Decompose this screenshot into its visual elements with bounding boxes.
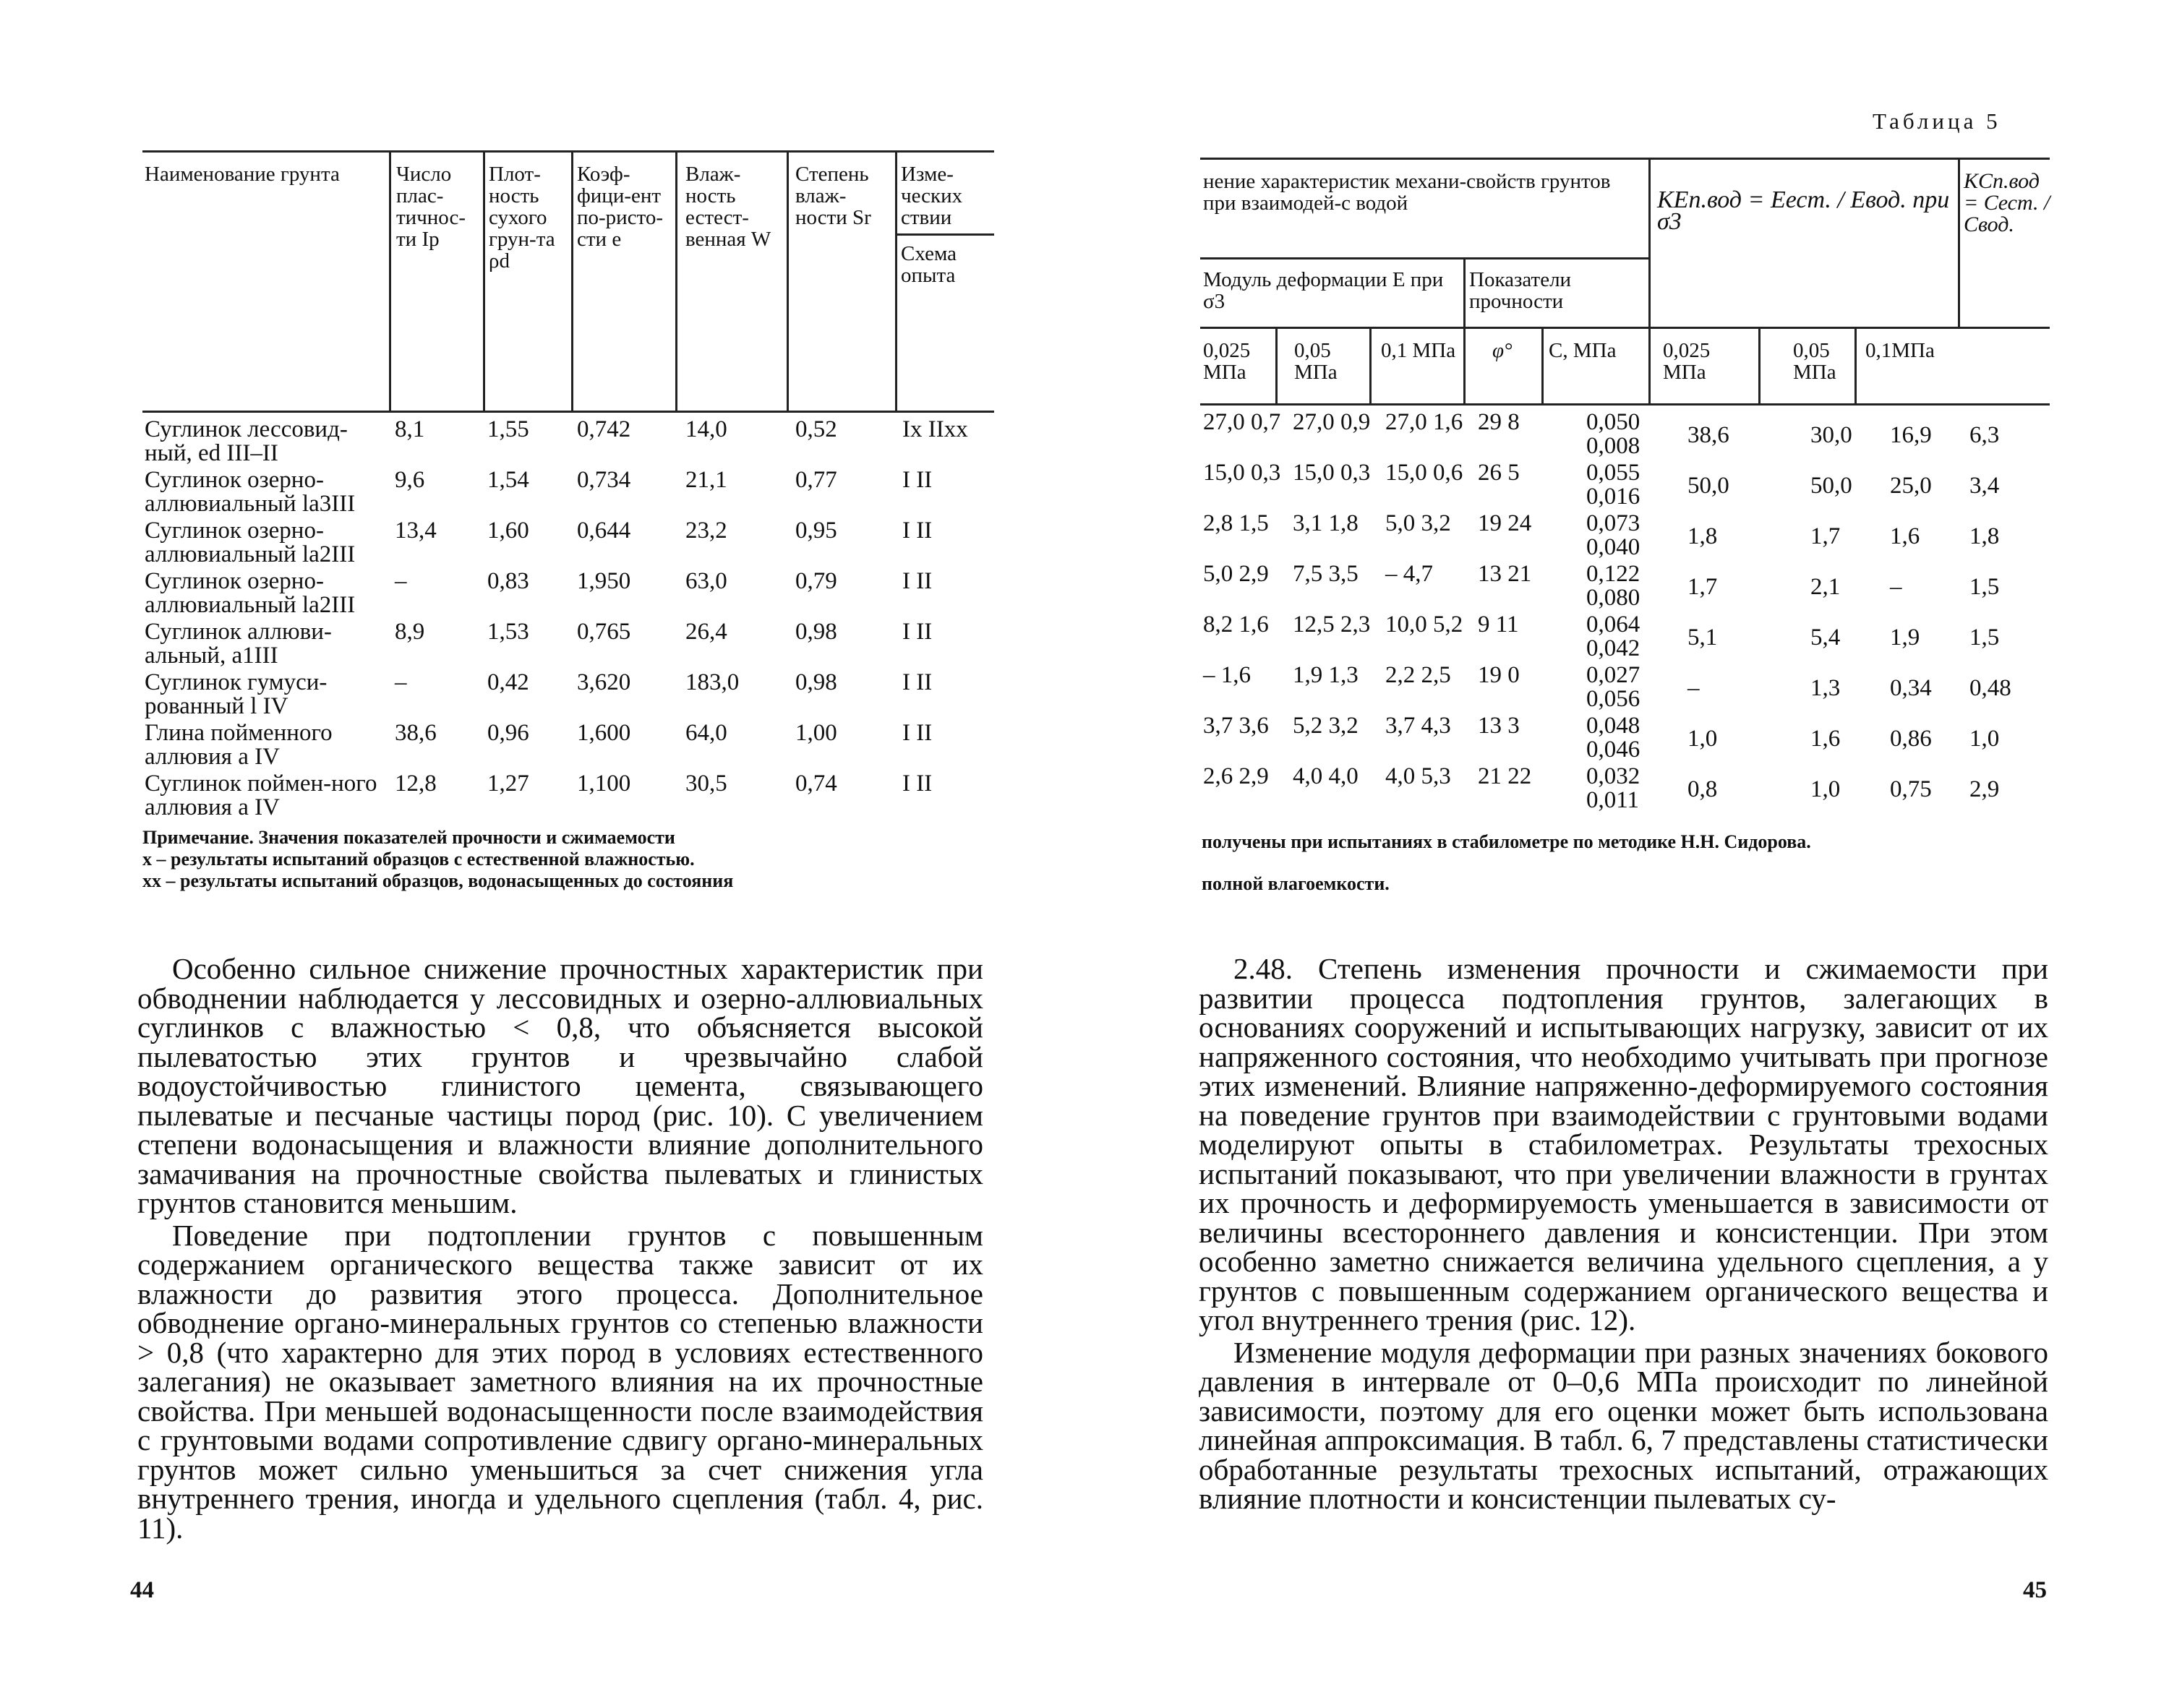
column-header-saturation: Степень влаж-ности Sr (795, 163, 871, 229)
header-modulus: Модуль деформации E при σ3 (1203, 268, 1444, 313)
table-row (1199, 460, 2052, 510)
k-05: 1,7 (1810, 523, 1841, 549)
header-k-modulus: KEп.вод = Eест. / Eвод. при σ3 (1657, 186, 1950, 235)
scheme-value: I II (902, 568, 933, 594)
table-vrule (1648, 158, 1651, 403)
table-vrule (1541, 327, 1544, 403)
k-05: 1,6 (1810, 726, 1841, 752)
page-number: 44 (130, 1577, 154, 1603)
table-row (1199, 713, 2052, 763)
modulus-025: 3,7 3,6 (1203, 713, 1269, 739)
cohesion: 0,027 0,056 (1586, 662, 1640, 712)
soil-name: Суглинок поймен-ного аллювия a IV (145, 771, 377, 820)
saturation-value: 0,98 (795, 669, 837, 695)
porosity-value: 0,644 (577, 518, 631, 544)
modulus-025: 27,0 0,7 (1203, 409, 1281, 435)
k-025: 50,0 (1687, 473, 1729, 499)
modulus-025: – 1,6 (1203, 662, 1251, 688)
table-vrule (1854, 327, 1857, 403)
paragraph: Поведение при подтоплении грунтов с повышенным содержанием органического вещества также зависит от их влажности до развития этого процесса. Дополнительное обводнение органо-минеральных грунтов со степенью влажности > 0,8 (что характерно для этих пород в условиях естественного залегания) не оказывает заметного влияния на их прочностные свойства. При меньшей водонасыщенности после взаимодействия с грунтовыми водами сопротивление сдвигу органо-минеральных грунтов может сильно уменьшиться за счет снижения угла внутреннего трения, иногда и удельного сцепления (табл. 4, рис. 11). (137, 1218, 983, 1545)
note-line: Примечание. Значения показателей прочности и сжимаемости (142, 827, 675, 848)
table-row (1199, 763, 2052, 814)
k-cohesion: 1,5 (1969, 574, 2000, 600)
column-header-porosity: Коэф-фици-ент по-ристо-сти e (577, 163, 664, 251)
k-cohesion: 0,48 (1969, 675, 2011, 701)
subheader: 0,1МПа (1865, 339, 1935, 362)
table-vrule (1275, 327, 1278, 403)
column-header-density: Плот-ность сухого грун-та ρd (489, 163, 555, 272)
modulus-1: 3,7 4,3 (1385, 713, 1451, 739)
moisture-value: 30,5 (685, 771, 727, 797)
modulus-1: 4,0 5,3 (1385, 763, 1451, 789)
modulus-05: 7,5 3,5 (1293, 561, 1359, 587)
table-subheader-rule (895, 233, 994, 236)
k-025: 5,1 (1687, 625, 1718, 651)
modulus-025: 15,0 0,3 (1203, 460, 1281, 486)
porosity-value: 0,765 (577, 619, 631, 645)
modulus-05: 15,0 0,3 (1293, 460, 1371, 486)
cohesion: 0,064 0,042 (1586, 611, 1640, 661)
column-header-change: Изме-ческих ствии (901, 163, 963, 229)
table-row (1199, 510, 2052, 561)
table-vrule (1369, 327, 1372, 403)
k-cohesion: 3,4 (1969, 473, 2000, 499)
modulus-025: 2,8 1,5 (1203, 510, 1269, 536)
saturation-value: 0,77 (795, 467, 837, 493)
table-vrule (895, 150, 897, 412)
density-value: 1,60 (487, 518, 529, 544)
modulus-05: 27,0 0,9 (1293, 409, 1371, 435)
table-row (1199, 611, 2052, 662)
modulus-025: 8,2 1,6 (1203, 611, 1269, 638)
scheme-value: I II (902, 771, 933, 797)
saturation-value: 0,52 (795, 416, 837, 442)
plasticity-value: 12,8 (395, 771, 437, 797)
k-1: 1,9 (1890, 625, 1920, 651)
plasticity-value: 13,4 (395, 518, 437, 544)
modulus-05: 12,5 2,3 (1293, 611, 1371, 638)
table-row (140, 720, 1001, 771)
table-vrule (787, 150, 789, 412)
plasticity-value: – (395, 669, 407, 695)
modulus-05: 1,9 1,3 (1293, 662, 1359, 688)
modulus-1: 5,0 3,2 (1385, 510, 1451, 536)
moisture-value: 26,4 (685, 619, 727, 645)
k-1: 16,9 (1890, 422, 1932, 448)
plasticity-value: 8,9 (395, 619, 425, 645)
modulus-05: 4,0 4,0 (1293, 763, 1359, 789)
soil-name: Глина пойменного аллювия a IV (145, 720, 333, 770)
plasticity-value: 8,1 (395, 416, 425, 442)
soil-name: Суглинок озерно-аллювиальный la2III (145, 568, 356, 618)
plasticity-value: 38,6 (395, 720, 437, 746)
page-number: 45 (2023, 1577, 2047, 1603)
porosity-value: 1,950 (577, 568, 631, 594)
friction-angle: 13 3 (1478, 713, 1520, 739)
subheader: C, МПа (1549, 339, 1617, 362)
table-row (140, 568, 1001, 619)
table-top-rule (142, 150, 994, 153)
modulus-025: 5,0 2,9 (1203, 561, 1269, 587)
cohesion: 0,048 0,046 (1586, 713, 1640, 763)
table-vrule (1758, 327, 1761, 403)
table-vrule (389, 150, 391, 412)
table-note (142, 827, 1003, 892)
k-025: – (1687, 675, 1700, 701)
table-row (1199, 662, 2052, 713)
cohesion: 0,032 0,011 (1586, 763, 1640, 813)
table-rule (1200, 327, 2050, 329)
soil-name: Суглинок лессовид-ный, ed III–II (145, 416, 348, 466)
k-025: 0,8 (1687, 776, 1718, 802)
modulus-05: 5,2 3,2 (1293, 713, 1359, 739)
table-header-rule (142, 411, 994, 413)
table-row (140, 416, 1001, 467)
k-1: 0,86 (1890, 726, 1932, 752)
soil-table (140, 416, 1001, 821)
table-row (140, 669, 1001, 720)
k-05: 5,4 (1810, 625, 1841, 651)
k-05: 1,3 (1810, 675, 1841, 701)
paragraph: Изменение модуля деформации при разных значениях бокового давления в интервале от 0–0,6 МПа происходит по линейной зависимости, поэтому для его оценки может быть использована линейная аппроксимация. В табл. 6, 7 представлены статистически обработанные результаты трехосных испытаний, отражающих влияние плотности и консистенции пылеватых су- (1199, 1335, 2048, 1515)
k-05: 30,0 (1810, 422, 1852, 448)
modulus-025: 2,6 2,9 (1203, 763, 1269, 789)
column-header-plasticity: Число плас-тичнос-ти Iр (396, 163, 466, 251)
table-title: Таблица 5 (1873, 108, 2001, 134)
density-value: 1,55 (487, 416, 529, 442)
table-row (140, 619, 1001, 669)
friction-angle: 21 22 (1478, 763, 1532, 789)
table-note (1202, 831, 2055, 895)
k-1: 25,0 (1890, 473, 1932, 499)
modulus-1: 2,2 2,5 (1385, 662, 1451, 688)
scheme-value: Iх IIхх (902, 416, 968, 442)
header-k-cohesion: KCп.вод = Cест. / Cвод. (1964, 169, 2050, 236)
density-value: 0,42 (487, 669, 529, 695)
scheme-value: I II (902, 720, 933, 746)
porosity-value: 0,742 (577, 416, 631, 442)
subheader: φ° (1492, 339, 1513, 362)
scheme-value: I II (902, 669, 933, 695)
density-value: 0,96 (487, 720, 529, 746)
table-vrule (1463, 257, 1466, 403)
column-header-name: Наименование грунта (145, 163, 340, 186)
cohesion: 0,050 0,008 (1586, 409, 1640, 459)
table-row (1199, 409, 2052, 460)
table-rule (1200, 257, 1648, 259)
modulus-1: 15,0 0,6 (1385, 460, 1463, 486)
table-header-rule (1200, 403, 2050, 405)
k-1: – (1890, 574, 1902, 600)
body-text (1199, 954, 2048, 1514)
note-line: хх – результаты испытаний образцов, водонасыщенных до состояния (142, 870, 734, 891)
k-cohesion: 2,9 (1969, 776, 2000, 802)
subheader: 0,05 МПа (1294, 339, 1338, 384)
k-05: 1,0 (1810, 776, 1841, 802)
moisture-value: 63,0 (685, 568, 727, 594)
body-text (137, 952, 983, 1545)
k-025: 38,6 (1687, 422, 1729, 448)
column-header-scheme: Схема опыта (901, 242, 957, 287)
k-025: 1,7 (1687, 574, 1718, 600)
header-characteristics: нение характеристик механи-свойств грунтов при взаимодей-с водой (1203, 170, 1611, 215)
modulus-1: 27,0 1,6 (1385, 409, 1463, 435)
paragraph: Особенно сильное снижение прочностных характеристик при обводнении наблюдается у лессовидных и озерно-аллювиальных суглинков с влажностью < 0,8, что объясняется высокой пылеватостью этих грунтов и чрезвычайно слабой водоустойчивостью глинистого цемента, связывающего пылеватые и песчаные частицы пород (рис. 10). С увеличением степени водонасыщения и влажности влияние дополнительного замачивания на прочностные свойства пылеватых и глинистых грунтов становится меньшим. (137, 952, 983, 1219)
porosity-value: 3,620 (577, 669, 631, 695)
density-value: 1,53 (487, 619, 529, 645)
k-cohesion: 1,8 (1969, 523, 2000, 549)
table-vrule (571, 150, 573, 412)
k-05: 2,1 (1810, 574, 1841, 600)
k-05: 50,0 (1810, 473, 1852, 499)
table-row (140, 771, 1001, 821)
subheader: 0,025 МПа (1203, 339, 1251, 384)
saturation-value: 0,74 (795, 771, 837, 797)
k-025: 1,0 (1687, 726, 1718, 752)
subheader: 0,05 МПа (1793, 339, 1836, 384)
table-row (140, 518, 1001, 568)
modulus-1: – 4,7 (1385, 561, 1433, 587)
subheader: 0,025 МПа (1663, 339, 1711, 384)
table-row (1199, 561, 2052, 611)
saturation-value: 0,79 (795, 568, 837, 594)
scheme-value: I II (902, 467, 933, 493)
column-header-moisture: Влаж-ность естест-венная W (685, 163, 771, 251)
density-value: 0,83 (487, 568, 529, 594)
k-cohesion: 1,5 (1969, 625, 2000, 651)
saturation-value: 0,98 (795, 619, 837, 645)
table-row (140, 467, 1001, 518)
table-top-rule (1200, 158, 2050, 160)
friction-angle: 29 8 (1478, 409, 1520, 435)
moisture-value: 23,2 (685, 518, 727, 544)
note-line: х – результаты испытаний образцов с естественной влажностью. (142, 849, 695, 870)
density-value: 1,27 (487, 771, 529, 797)
table-vrule (1958, 158, 1960, 328)
soil-name: Суглинок аллюви-альный, a1III (145, 619, 332, 669)
k-cohesion: 6,3 (1969, 422, 2000, 448)
saturation-value: 0,95 (795, 518, 837, 544)
subheader: 0,1 МПа (1381, 339, 1456, 362)
paragraph: 2.48. Степень изменения прочности и сжимаемости при развитии процесса подтопления грунтов, залегающих в основаниях сооружений и испытывающих нагрузку, зависит от их напряженного состояния, что необходимо учитывать при прогнозе этих изменений. Влияние напряженно-деформируемого состояния на поведение грунтов при взаимодействии с грунтовыми водами моделируют опыты в стабилометрах. Результаты трехосных испытаний показывают, что при увеличении влажности в грунтах их прочность и деформируемость уменьшается в зависимости от величины всестороннего давления и консистенции. При этом особенно заметно снижается величина удельного сцепления, а у грунтов с повышенным содержанием органического вещества и угол внутреннего трения (рис. 12). (1199, 952, 2048, 1336)
soil-name: Суглинок гумуси-рованный l IV (145, 669, 328, 719)
modulus-1: 10,0 5,2 (1385, 611, 1463, 638)
stabilometer-table (1199, 409, 2052, 814)
cohesion: 0,055 0,016 (1586, 460, 1640, 510)
modulus-05: 3,1 1,8 (1293, 510, 1359, 536)
k-1: 0,75 (1890, 776, 1932, 802)
k-1: 1,6 (1890, 523, 1920, 549)
scheme-value: I II (902, 619, 933, 645)
cohesion: 0,122 0,080 (1586, 561, 1640, 611)
porosity-value: 0,734 (577, 467, 631, 493)
header-strength: Показатели прочности (1469, 268, 1572, 313)
friction-angle: 19 0 (1478, 662, 1520, 688)
saturation-value: 1,00 (795, 720, 837, 746)
plasticity-value: – (395, 568, 407, 594)
friction-angle: 13 21 (1478, 561, 1532, 587)
note-line: получены при испытаниях в стабилометре по методике Н.Н. Сидорова. (1202, 831, 1811, 852)
moisture-value: 64,0 (685, 720, 727, 746)
table-vrule (483, 150, 485, 412)
friction-angle: 19 24 (1478, 510, 1532, 536)
soil-name: Суглинок озерно-аллювиальный la2III (145, 518, 356, 567)
note-line: полной влагоемкости. (1202, 873, 1390, 894)
cohesion: 0,073 0,040 (1586, 510, 1640, 560)
k-025: 1,8 (1687, 523, 1718, 549)
k-cohesion: 1,0 (1969, 726, 2000, 752)
friction-angle: 9 11 (1478, 611, 1519, 638)
scheme-value: I II (902, 518, 933, 544)
porosity-value: 1,600 (577, 720, 631, 746)
density-value: 1,54 (487, 467, 529, 493)
porosity-value: 1,100 (577, 771, 631, 797)
k-1: 0,34 (1890, 675, 1932, 701)
table-vrule (675, 150, 677, 412)
soil-name: Суглинок озерно-аллювиальный la3III (145, 467, 356, 517)
moisture-value: 14,0 (685, 416, 727, 442)
friction-angle: 26 5 (1478, 460, 1520, 486)
moisture-value: 183,0 (685, 669, 740, 695)
plasticity-value: 9,6 (395, 467, 425, 493)
moisture-value: 21,1 (685, 467, 727, 493)
